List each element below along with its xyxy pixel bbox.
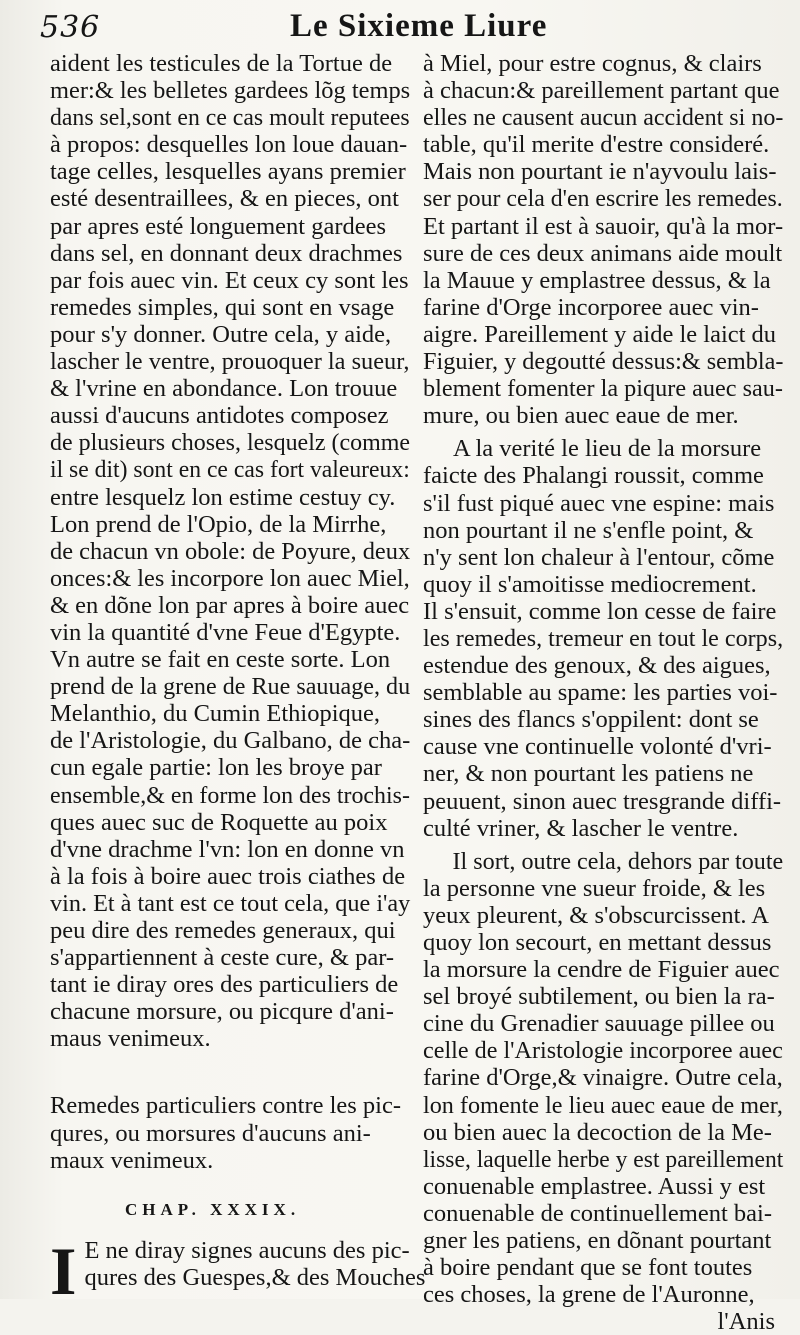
text-line: qures des Guespes,& des Mouches [84, 1263, 426, 1291]
text-line: ser pour cela d'en escrire les remedes. [423, 185, 783, 213]
text-line: à Miel, pour estre cognus, & clairs [423, 50, 762, 77]
text-line: remedes simples, qui sont en vsage [50, 293, 395, 321]
drop-cap: I [50, 1232, 77, 1309]
text-line: quoy il s'amoitisse mediocrement. [423, 570, 757, 598]
text-line: peuuent, sinon auec tresgrande diffi- [423, 787, 782, 815]
text-line: maux venimeux. [50, 1146, 214, 1174]
text-line: la Mauue y emplastree dessus, & la [423, 266, 771, 294]
text-line: tant ie diray ores des particuliers de [50, 971, 399, 999]
text-line: vin la quantité d'vne Feue d'Egypte. [50, 618, 401, 646]
page-header [40, 8, 760, 50]
text-line: A la verité le lieu de la morsure [453, 435, 762, 463]
text-line: sines des flancs s'oppilent: dont se [423, 706, 759, 734]
text-line: de l'Aristologie, du Galbano, de cha- [50, 727, 411, 755]
text-line: de chacun vn obole: de Poyure, deux [50, 537, 411, 565]
text-line: dans sel,sont en ce cas moult reputees [50, 104, 410, 132]
text-line: conuenable de continuellement bai- [423, 1199, 772, 1227]
text-line: Il s'ensuit, comme lon cesse de faire [423, 597, 777, 625]
text-line: dans sel, en donnant deux drachmes [50, 239, 403, 267]
text-line: gner les patiens, en dõnant pourtant [423, 1227, 772, 1255]
text-line: faicte des Phalangi roussit, comme [423, 462, 764, 490]
text-line: cine du Grenadier sauuage pillee ou [423, 1010, 775, 1038]
text-line: chacune morsure, ou picqure d'ani- [50, 998, 394, 1026]
text-line: vin. Et à tant est ce tout cela, que i'ay [50, 889, 411, 917]
text-line: à chacun:& pareillement partant que [423, 77, 780, 105]
text-line: l'Anis [717, 1308, 775, 1335]
text-line: ner, & non pourtant les patiens ne [423, 760, 754, 788]
text-line: farine d'Orge incorporee auec vin- [423, 293, 759, 321]
paragraph-3 [423, 848, 783, 1335]
text-line: tage celles, lesquelles ayans premier [50, 158, 406, 186]
text-line: la morsure la cendre de Figuier auec [423, 956, 780, 984]
text-line: E ne diray signes aucuns des pic- [84, 1236, 410, 1264]
text-line: farine d'Orge,& vinaigre. Outre cela, [423, 1064, 783, 1092]
text-line: qures, ou morsures d'aucuns ani- [50, 1119, 371, 1147]
text-line: sure de ces deux animans aide moult [423, 239, 783, 267]
text-line: Et partant il est à sauoir, qu'à la mor- [423, 212, 784, 240]
text-line: ces choses, la grene de l'Auronne, [423, 1281, 755, 1309]
text-line: par apres esté longuement gardees [50, 212, 387, 240]
text-line: yeux pleurent, & s'obscurcissent. A [423, 901, 769, 929]
text-line: lascher le ventre, prouoquer la sueur, [50, 348, 410, 376]
text-line: estendue des genoux, & des aigues, [423, 652, 771, 680]
left-body-text [50, 50, 410, 1052]
text-line: d'vne drachme l'vn: lon en donne vn [50, 835, 405, 863]
text-line: conuenable emplastree. Aussi y est [423, 1172, 766, 1200]
text-line: ensemble,& en forme lon des trochis- [50, 781, 410, 809]
text-line: entre lesquelz lon estime cestuy cy. [50, 483, 396, 511]
text-line: lon fomente le lieu auec eaue de mer, [423, 1091, 783, 1119]
text-line: peu dire des remedes generaux, qui [50, 917, 396, 944]
text-line: par fois auec vin. Et ceux cy sont les [50, 266, 409, 294]
text-line: non pourtant il ne s'enfle point, & [423, 516, 754, 544]
text-line: & en dõne lon par apres à boire auec [50, 591, 410, 619]
text-line: & l'vrine en abondance. Lon trouue [50, 375, 398, 403]
text-line: Figuier, y degoutté dessus:& sembla- [423, 348, 784, 376]
right-column [423, 50, 783, 1335]
text-line: aident les testicules de la Tortue de [50, 50, 393, 77]
spacer [50, 1052, 410, 1092]
text-line: maus venimeux. [50, 1025, 211, 1053]
section-title [50, 1092, 410, 1173]
text-line: mure, ou bien auec eaue de mer. [423, 402, 739, 430]
page-number: 536 [40, 10, 101, 45]
text-line: pour s'y donner. Outre cela, y aide, [50, 320, 392, 348]
text-line: Melanthio, du Cumin Ethiopique, [50, 700, 381, 728]
text-line: cause vne continuelle volonté d'vri- [423, 733, 772, 761]
text-line: les remedes, tremeur en tout le corps, [423, 624, 784, 652]
text-line: Vn autre se fait en ceste sorte. Lon [50, 646, 391, 674]
text-line: ou bien auec la decoction de la Me- [423, 1118, 772, 1146]
chapter-opening [50, 1232, 426, 1309]
text-line: la personne vne sueur froide, & les [423, 874, 766, 902]
paragraph-1 [423, 50, 783, 429]
text-line: Remedes particuliers contre les pic- [50, 1092, 402, 1120]
text-line: prend de la grene de Rue sauuage, du [50, 673, 411, 701]
text-line: celle de l'Aristologie incorporee auec [423, 1037, 783, 1065]
text-line: quoy lon secourt, en mettant dessus [423, 929, 772, 956]
text-line: Mais non pourtant ie n'ayvoulu lais- [423, 158, 777, 186]
text-line: aussi d'aucuns antidotes composez [50, 402, 389, 430]
text-line: culté vriner, & lascher le ventre. [423, 814, 739, 842]
text-line: n'y sent lon chaleur à l'entour, cõme [423, 543, 775, 571]
text-line: esté desentraillees, & en pieces, ont [50, 185, 399, 213]
text-line: de plusieurs choses, lesquelz (comme [50, 429, 410, 457]
text-line: semblable au spame: les parties voi- [423, 679, 778, 707]
text-line: elles ne causent aucun accident si no- [423, 104, 784, 132]
text-line: table, qu'il merite d'estre consideré. [423, 131, 770, 159]
text-line: blement fomenter la piqure auec sau- [423, 375, 783, 403]
text-line: Lon prend de l'Opio, de la Mirrhe, [50, 510, 387, 538]
text-line: mer:& les belletes gardees lõg temps [50, 77, 411, 105]
running-title: Le Sixieme Liure [290, 8, 548, 44]
opening-lines [50, 1236, 426, 1291]
left-column [50, 50, 426, 1309]
text-line: ques auec suc de Roquette au poix [50, 808, 388, 836]
text-line: Il sort, outre cela, dehors par toute [452, 847, 784, 875]
text-line: à la fois à boire auec trois ciathes de [50, 862, 406, 890]
paragraph-2 [423, 435, 783, 841]
text-line: à propos: desquelles lon loue dauan- [50, 131, 408, 159]
text-line: il se dit) sont en ce cas fort valeureux: [50, 456, 410, 484]
text-line: aigre. Pareillement y aide le laict du [423, 320, 777, 348]
text-line: sel broyé subtilement, ou bien la ra- [423, 983, 775, 1011]
text-line: à boire pendant que se font toutes [423, 1254, 753, 1282]
text-line: lisse, laquelle herbe y est pareillement [423, 1145, 784, 1173]
text-line: onces:& les incorpore lon auec Miel, [50, 564, 410, 592]
text-line: cun egale partie: lon les broye par [50, 754, 382, 782]
text-line: s'il fust piqué auec vne espine: mais [423, 489, 775, 517]
chapter-label: CHAP. XXXIX. [125, 1199, 301, 1219]
text-line: s'appartiennent à ceste cure, & par- [50, 944, 395, 972]
